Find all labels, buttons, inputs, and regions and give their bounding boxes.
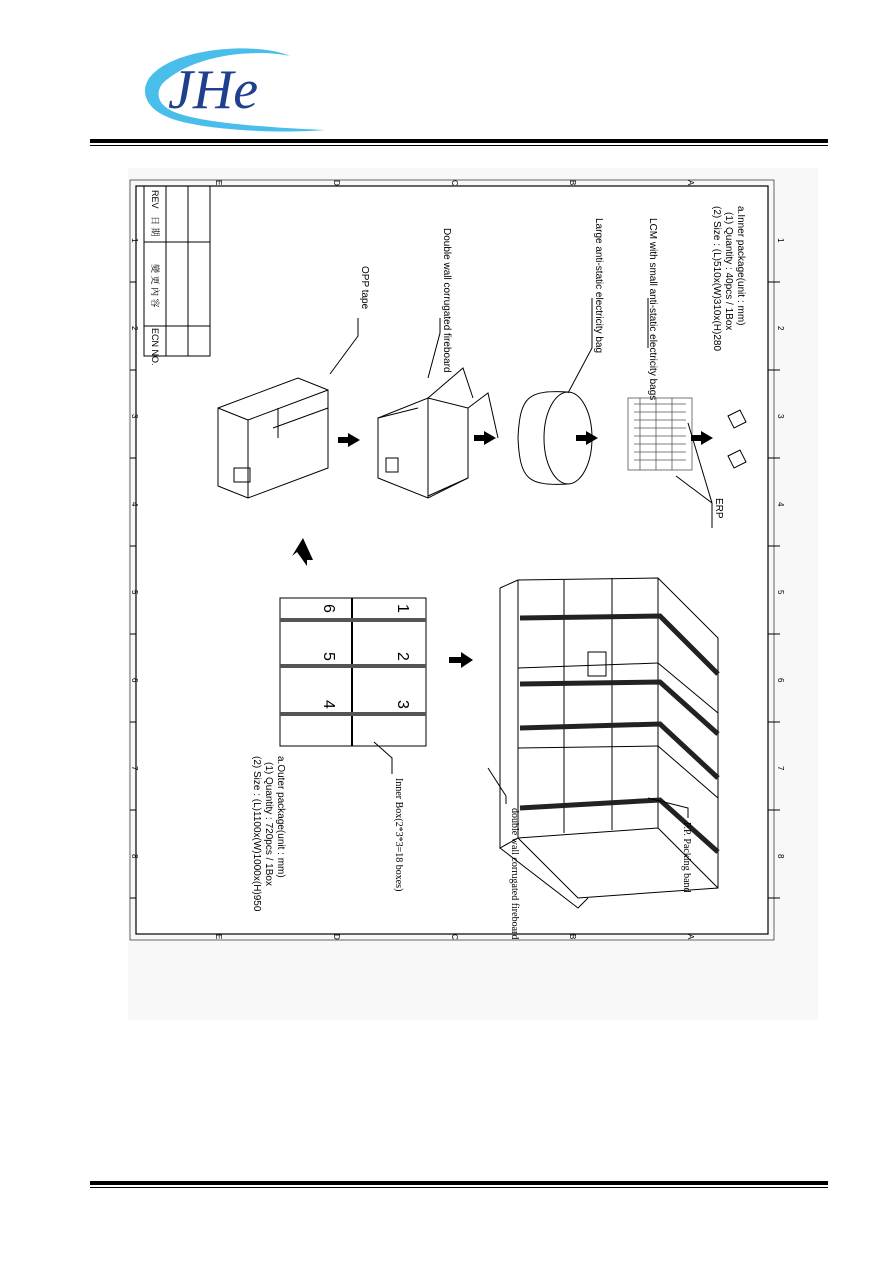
svg-text:OPP tape: OPP tape [359,266,370,310]
border-number: 8 [130,854,139,859]
border-number: 7 [776,766,785,771]
border-number: 5 [776,590,785,595]
inner-box-number: 5 [320,652,337,661]
ecn-label: ECN NO. [150,328,160,366]
svg-text:LCM with small anti-static ele: LCM with small anti-static electricity bags [647,218,658,401]
border-number: 2 [130,326,139,331]
svg-text:Double wall corrugated fireboa: Double wall corrugated fireboard [441,228,452,373]
inner-box-number: 1 [394,604,411,613]
outer-package-size: (2) Size : (L)1100x(W)1000x(H)950 [251,756,262,912]
border-number: 2 [776,326,785,331]
footer-rule [90,1181,828,1185]
anti-static-bag-label [593,218,604,353]
erp-label [713,498,724,519]
inner-package-title: a.Inner package(unit : mm) [735,206,746,326]
border-number: 1 [776,238,785,243]
footer-rule-thin [90,1187,828,1188]
inner-package-size: (2) Size : (L)510x(W)310x(H)280 [711,206,722,352]
border-letter: C [450,180,459,186]
packing-drawing [128,168,818,1020]
border-number: 4 [776,502,785,507]
company-logo [140,38,340,138]
border-letter: D [332,180,341,186]
border-number: 6 [776,678,785,683]
content-label: 變 更 內 容 [150,264,160,308]
border-number: 6 [130,678,139,683]
border-number: 1 [130,238,139,243]
inner-box-number: 4 [320,700,337,709]
inner-box-number: 2 [394,652,411,661]
lcm-bags-label [647,218,658,400]
outer-package-quantity: (1) Quantity : 720pcs / 1Box [263,762,274,886]
logo-text: JHe [168,59,259,121]
svg-text:double wall corrugated fireboa: double wall corrugated fireboard [509,808,520,940]
svg-text:Large anti-static electricity: Large anti-static electricity bag [593,218,604,354]
border-letter: E [214,934,223,940]
border-number: 3 [776,414,785,419]
inner-box-number: 3 [394,700,411,709]
outer-package-title: a.Outer package(unit : mm) [275,756,286,878]
pp-band-label [681,822,692,893]
header-rule [90,139,828,143]
border-number: 7 [130,766,139,771]
fireboard-label [441,228,452,373]
inner-package-quantity: (1) Quantity : 40pcs / 1Box [723,212,734,331]
double-wall-label [509,808,520,939]
border-number: 3 [130,414,139,419]
opp-tape-label [359,266,370,310]
border-letter: C [450,934,459,940]
border-letter: B [568,934,577,940]
border-number: 8 [776,854,785,859]
date-label: 日 期 [150,216,160,237]
svg-text:P.P. Packing band: P.P. Packing band [681,822,692,893]
border-letter: E [214,180,223,186]
header-rule-thin [90,145,828,146]
border-number: 5 [130,590,139,595]
svg-text:Inner Box(2*3*3=18 boxes): Inner Box(2*3*3=18 boxes) [393,778,404,892]
border-letter: B [568,180,577,186]
border-letter: A [686,934,695,940]
border-letter: A [686,180,695,186]
border-letter: D [332,934,341,940]
svg-text:ERP: ERP [713,498,724,519]
border-number: 4 [130,502,139,507]
inner-box-number: 6 [320,604,337,613]
rev-label: REV [150,190,160,209]
inner-box-label [393,778,404,891]
